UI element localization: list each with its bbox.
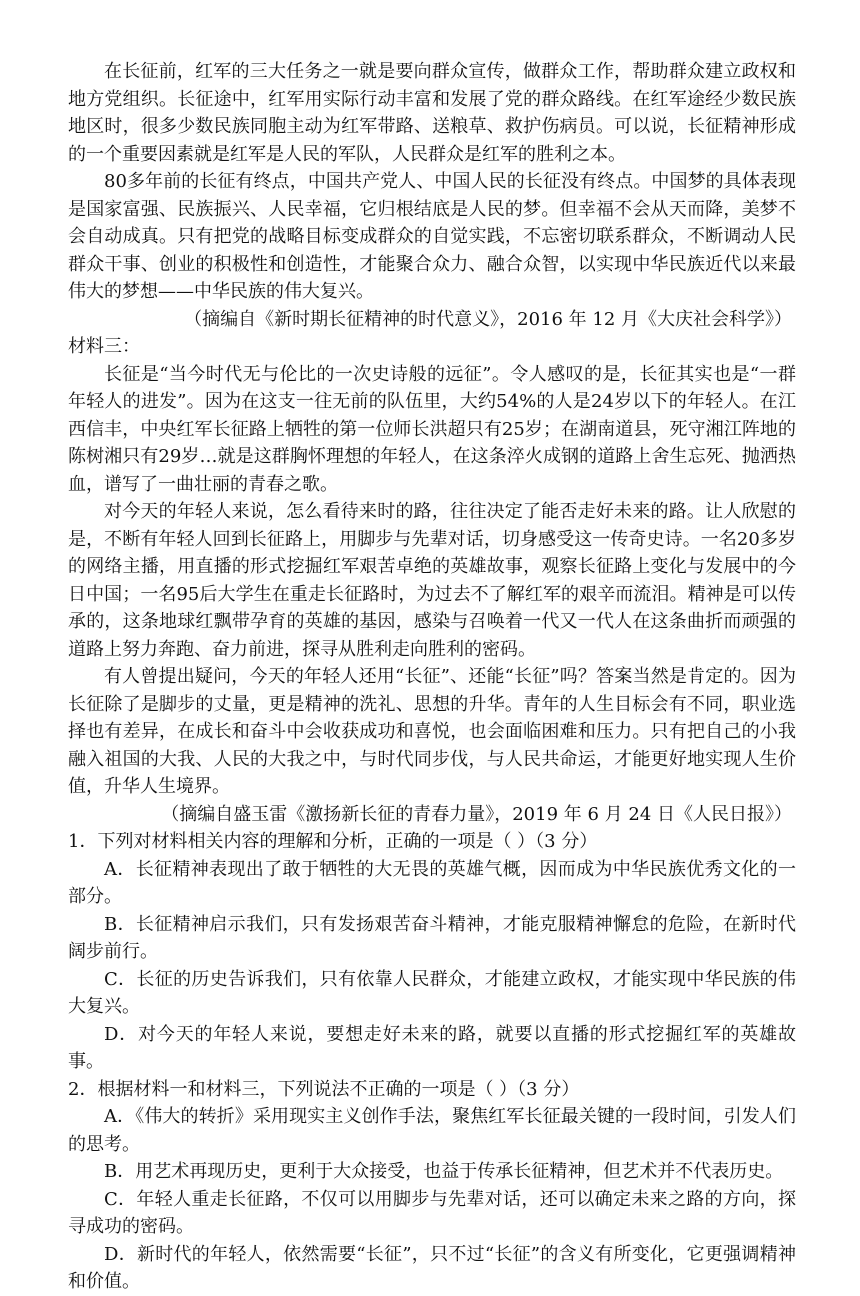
material2-paragraph-1: 在长征前，红军的三大任务之一就是要向群众宣传，做群众工作，帮助群众建立政权和地方党组织。长征途中，红军用实际行动丰富和发展了党的群众路线。在红军途经少数民族地区时，很多少数民族同胞主动为红军带路、送粮草、救护伤病员。可以说，长征精神形成的一个重要因素就是红军是人民的军队，人民群众是红军的胜利之本。 (68, 61, 796, 165)
material3-paragraph-2: 对今天的年轻人来说，怎么看待来时的路，往往决定了能否走好未来的路。让人欣慰的是，不断有年轻人回到长征路上，用脚步与先辈对话，切身感受这一传奇史诗。一名20多岁的网络主播，用直播的形式挖掘红军艰苦卓绝的英雄故事，观察长征路上变化与发展中的今日中国；一名95后大学生在重走长征路时，为过去不了解红军的艰辛而流泪。精神是可以传承的，这条地球红飘带孕育的英雄的基因，感染与召唤着一代又一代人在这条曲折而顽强的道路上努力奔跑、奋力前进，探寻从胜利走向胜利的密码。 (68, 501, 796, 660)
question-2-option-d: D．新时代的年轻人，依然需要“长征”，只不过“长征”的含义有所变化，它更强调精神和价值。 (68, 1243, 796, 1292)
question-1-stem: 1．下列对材料相关内容的理解和分析，正确的一项是（ ）（3 分） (68, 831, 598, 852)
question-1-option-d: D．对今天的年轻人来说，要想走好未来的路，就要以直播的形式挖掘红军的英雄故事。 (68, 1023, 796, 1072)
question-2-option-c: C．年轻人重走长征路，不仅可以用脚步与先辈对话，还可以确定未来之路的方向，探寻成功的密码。 (68, 1188, 796, 1237)
material3-paragraph-1: 长征是“当今时代无与伦比的一次史诗般的远征”。令人感叹的是，长征其实也是“一群年轻人的进发”。因为在这支一往无前的队伍里，大约54%的人是24岁以下的年轻人。在江西信丰，中央红军长征路上牺牲的第一位师长洪超只有25岁；在湖南道县，死守湘江阵地的陈树湘只有29岁…就是这群胸怀理想的年轻人，在这条淬火成钢的道路上舍生忘死、抛洒热血，谱写了一曲壮丽的青春之歌。 (68, 363, 796, 495)
question-1-option-c: C．长征的历史告诉我们，只有依靠人民群众，才能建立政权，才能实现中华民族的伟大复兴。 (68, 968, 796, 1017)
material2-source: （摘编自《新时期长征精神的时代意义》，2016 年 12 月《大庆社会科学》） (184, 308, 792, 330)
question-2-stem: 2．根据材料一和材料三，下列说法不正确的一项是（ ）（3 分） (68, 1078, 580, 1100)
question-1-option-b: B．长征精神启示我们，只有发扬艰苦奋斗精神，才能克服精神懈怠的危险，在新时代阔步前行。 (68, 913, 796, 962)
material3-heading: 材料三： (68, 336, 140, 357)
document-page (68, 58, 796, 1296)
material3-source: （摘编自盛玉雷《激扬新长征的青春力量》，2019 年 6 月 24 日《人民日报》） (161, 803, 792, 825)
question-1-option-a: A．长征精神表现出了敢于牺牲的大无畏的英雄气概，因而成为中华民族优秀文化的一部分。 (68, 858, 796, 907)
question-2-option-b: B．用艺术再现历史，更利于大众接受，也益于传承长征精神，但艺术并不代表历史。 (104, 1161, 784, 1182)
material3-paragraph-3: 有人曾提出疑问，今天的年轻人还用“长征”、还能“长征”吗？答案当然是肯定的。因为长征除了是脚步的丈量，更是精神的洗礼、思想的升华。青年的人生目标会有不同，职业选择也有差异，在成长和奋斗中会收获成功和喜悦，也会面临困难和压力。只有把自己的小我融入祖国的大我、人民的大我之中，与时代同步伐，与人民共命运，才能更好地实现人生价值，升华人生境界。 (68, 666, 796, 797)
question-2-option-a: A．《伟大的转折》采用现实主义创作手法，聚焦红军长征最关键的一段时间，引发人们的思考。 (68, 1106, 796, 1155)
material2-paragraph-2: 80多年前的长征有终点，中国共产党人、中国人民的长征没有终点。中国梦的具体表现是国家富强、民族振兴、人民幸福，它归根结底是人民的梦。但幸福不会从天而降，美梦不会自动成真。只有把党的战略目标变成群众的自觉实践，不忘密切联系群众，不断调动人民群众干事、创业的积极性和创造性，才能聚合众力、融合众智，以实现中华民族近代以来最伟大的梦想——中华民族的伟大复兴。 (68, 171, 796, 302)
